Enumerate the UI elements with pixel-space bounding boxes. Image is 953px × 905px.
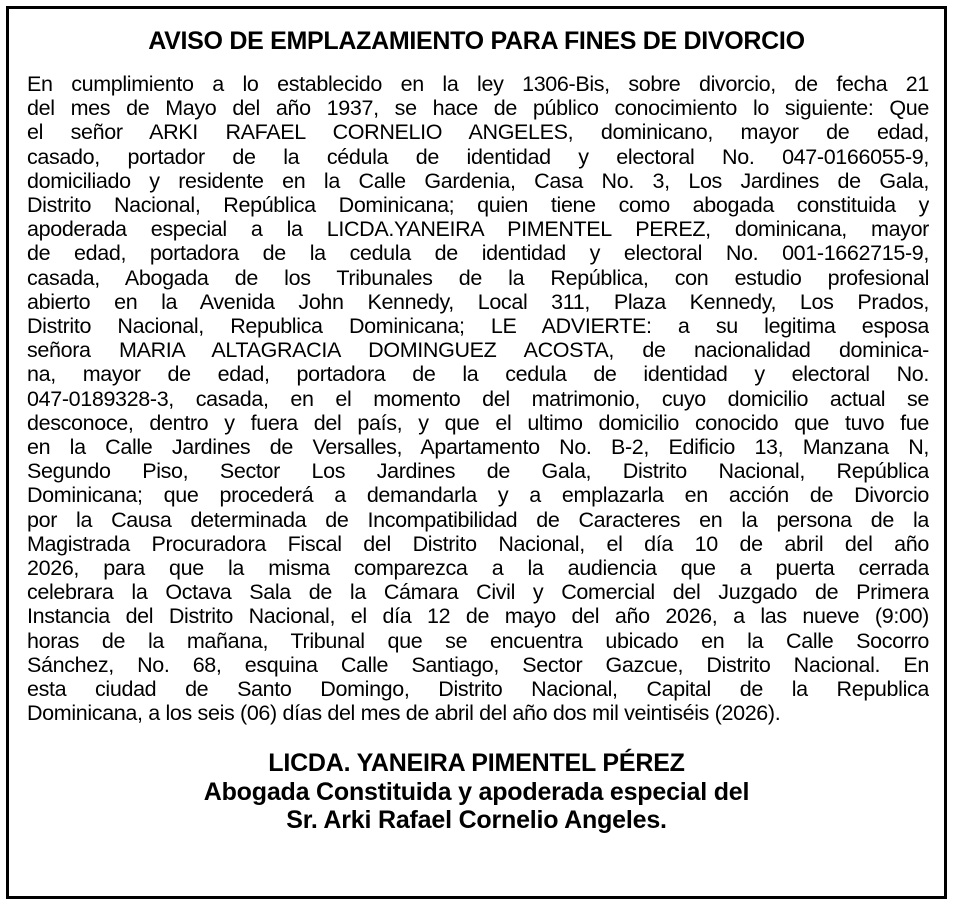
body-line: horas de la mañana, Tribunal que se encuentra ubicado en la Calle Socorro: [27, 628, 929, 653]
body-line: casado, portador de la cédula de identidad y electoral No. 047-0166055-9,: [27, 144, 929, 169]
body-line: Segundo Piso, Sector Los Jardines de Gala, Distrito Nacional, República: [27, 459, 929, 484]
signature-role: Abogada Constituida y apoderada especial del: [203, 777, 750, 806]
body-line: desconoce, dentro y fuera del país, y que el ultimo domicilio conocido que tuvo fue: [27, 410, 929, 435]
body-line: por la Causa determinada de Incompatibilidad de Caracteres en la persona de la: [27, 507, 929, 532]
signature-client: Sr. Arki Rafael Cornelio Angeles.: [286, 806, 667, 835]
body-line: del mes de Mayo del año 1937, se hace de público conocimiento lo siguiente: Que: [27, 96, 929, 121]
body-line: 2026, para que la misma comparezca a la audiencia que a puerta cerrada: [27, 556, 929, 581]
body-line: Distrito Nacional, Republica Dominicana; LE ADVIERTE: a su legitima esposa: [27, 314, 929, 339]
body-line: En cumplimiento a lo establecido en la ley 1306-Bis, sobre divorcio, de fecha 21: [27, 72, 929, 96]
body-line: Distrito Nacional, República Dominicana; quien tiene como abogada constituida y: [27, 193, 929, 218]
notice-title: AVISO DE EMPLAZAMIENTO PARA FINES DE DIVORCIO: [148, 27, 805, 55]
body-line: esta ciudad de Santo Domingo, Distrito Nacional, Capital de la Republica: [27, 677, 929, 702]
body-line: Dominicana; que procederá a demandarla y a emplazarla en acción de Divorcio: [27, 483, 929, 508]
body-line: na, mayor de edad, portadora de la cedula de identidad y electoral No.: [27, 362, 929, 387]
notice-frame: [6, 6, 947, 899]
body-line: abierto en la Avenida John Kennedy, Local 311, Plaza Kennedy, Los Prados,: [27, 289, 929, 314]
body-line: 047-0189328-3, casada, en el momento del matrimonio, cuyo domicilio actual se: [27, 386, 929, 411]
body-line: de edad, portadora de la cedula de identidad y electoral No. 001-1662715-9,: [27, 241, 929, 266]
body-line: Dominicana, a los seis (06) días del mes de abril del año dos mil veintiséis (2026).: [27, 701, 781, 726]
body-line: señora MARIA ALTAGRACIA DOMINGUEZ ACOSTA, de nacionalidad dominica-: [27, 338, 929, 363]
body-line: casada, Abogada de los Tribunales de la República, con estudio profesional: [27, 265, 929, 290]
signature-name: LICDA. YANEIRA PIMENTEL PÉREZ: [268, 749, 685, 778]
body-line: celebrara la Octava Sala de la Cámara Civil y Comercial del Juzgado de Primera: [27, 580, 929, 605]
body-line: apoderada especial a la LICDA.YANEIRA PIMENTEL PEREZ, dominicana, mayor: [27, 217, 929, 242]
body-line: en la Calle Jardines de Versalles, Apartamento No. B-2, Edificio 13, Manzana N,: [27, 435, 929, 460]
body-line: Sánchez, No. 68, esquina Calle Santiago, Sector Gazcue, Distrito Nacional. En: [27, 652, 929, 677]
body-line: Instancia del Distrito Nacional, el día 12 de mayo del año 2026, a las nueve (9:00): [27, 604, 929, 629]
body-line: Magistrada Procuradora Fiscal del Distrito Nacional, el día 10 de abril del año: [27, 531, 929, 556]
signature-block: [9, 749, 944, 835]
body-line: el señor ARKI RAFAEL CORNELIO ANGELES, dominicano, mayor de edad,: [27, 120, 929, 145]
notice-body: [9, 72, 944, 725]
body-line: domiciliado y residente en la Calle Gardenia, Casa No. 3, Los Jardines de Gala,: [27, 168, 929, 193]
